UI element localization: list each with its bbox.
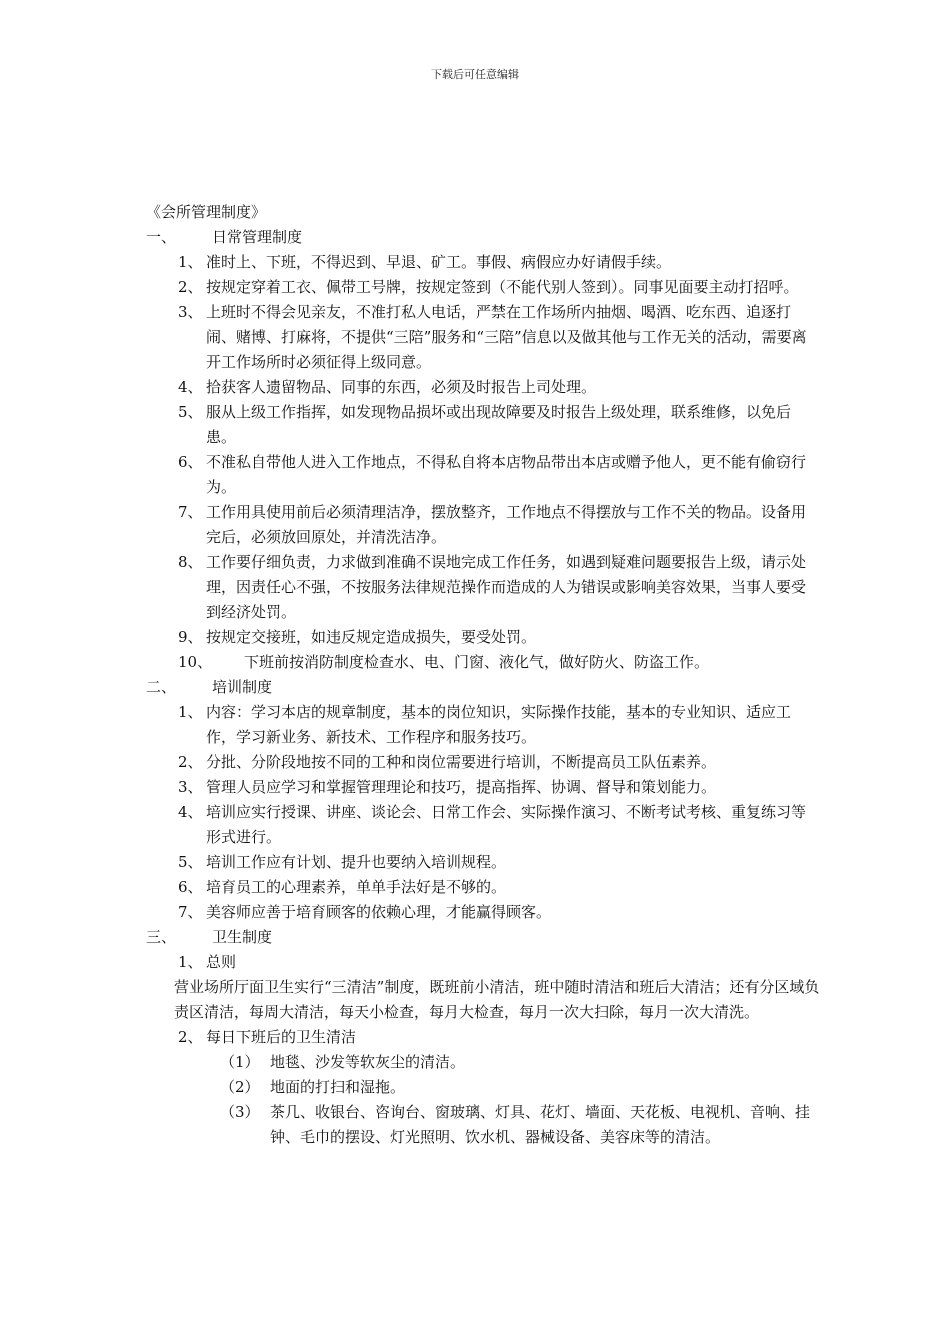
subheading-daily-cleaning — [0, 1025, 950, 1050]
list-item — [0, 300, 818, 375]
item-number: 6、 — [178, 878, 203, 896]
item-number: 4、 — [178, 378, 203, 396]
header-note: 下载后可任意编辑 — [431, 68, 519, 81]
item-text: 培训应实行授课、讲座、谈论会、日常工作会、实际操作演习、不断考试考核、重复练习等形式进行。 — [206, 803, 807, 846]
item-text: 培育员工的心理素养，单单手法好是不够的。 — [206, 878, 507, 896]
item-text: 上班时不得会见亲友，不准打私人电话，严禁在工作场所内抽烟、喝酒、吃东西、追逐打闹、赌博、打麻将，不提供“三陪”服务和“三陪”信息以及做其他与工作无关的活动，需要离开工作场所时必须征得上级同意。 — [206, 303, 807, 371]
item-number: 1、 — [178, 253, 203, 271]
list-item — [0, 375, 818, 400]
sub-item-number: （3） — [220, 1103, 260, 1121]
section-heading-hygiene — [0, 925, 950, 950]
item-number: 5、 — [178, 853, 203, 871]
item-text: 工作要仔细负责，力求做到准确不误地完成工作任务，如遇到疑难问题要报告上级，请示处理，因责任心不强，不按服务法律规范操作而造成的人为错误或影响美容效果，当事人要受到经济处罚。 — [206, 553, 807, 621]
sub-list-item — [0, 1075, 810, 1100]
item-number: 3、 — [178, 303, 203, 321]
item-text: 服从上级工作指挥，如发现物品损坏或出现故障要及时报告上级处理，联系维修，以免后患。 — [206, 403, 792, 446]
item-number: 10、 — [178, 653, 213, 671]
list-item — [0, 775, 818, 800]
item-text: 美容师应善于培育顾客的依赖心理，才能赢得顾客。 — [206, 903, 552, 921]
sub-list-item — [0, 1050, 810, 1075]
section-heading-daily — [0, 225, 950, 250]
sub-item-text: 地毯、沙发等软灰尘的清洁。 — [270, 1053, 466, 1071]
list-item — [0, 875, 818, 900]
item-number: 1、 — [178, 953, 203, 971]
list-item — [0, 850, 818, 875]
section-heading-training — [0, 675, 950, 700]
item-text: 管理人员应学习和掌握管理理论和技巧，提高指挥、协调、督导和策划能力。 — [206, 778, 717, 796]
item-number: 9、 — [178, 628, 203, 646]
item-text: 按规定交接班，如违反规定造成损失，要受处罚。 — [206, 628, 537, 646]
section-number: 一、 — [146, 228, 177, 246]
section-title: 培训制度 — [212, 678, 273, 696]
item-text: 下班前按消防制度检查水、电、门窗、液化气，做好防火、防盗工作。 — [244, 653, 710, 671]
list-item — [0, 750, 818, 775]
list-item — [0, 250, 818, 275]
item-number: 3、 — [178, 778, 203, 796]
section-number: 二、 — [146, 678, 177, 696]
section-title: 日常管理制度 — [212, 228, 303, 246]
item-number: 1、 — [178, 703, 203, 721]
section-title: 卫生制度 — [212, 928, 273, 946]
sub-list-item — [0, 1100, 810, 1150]
list-item — [0, 800, 818, 850]
item-text: 按规定穿着工衣、佩带工号牌，按规定签到（不能代别人签到）。同事见面要主动打招呼。 — [206, 278, 799, 296]
item-text: 内容：学习本店的规章制度，基本的岗位知识，实际操作技能，基本的专业知识、适应工作，学习新业务、新技术、工作程序和服务技巧。 — [206, 703, 792, 746]
list-item — [0, 625, 818, 650]
list-item — [0, 550, 818, 625]
list-item — [0, 500, 818, 550]
item-text: 分批、分阶段地按不同的工种和岗位需要进行培训，不断提高员工队伍素养。 — [206, 753, 717, 771]
item-number: 5、 — [178, 403, 203, 421]
item-number: 2、 — [178, 278, 203, 296]
sub-item-number: （2） — [220, 1078, 260, 1096]
sub-item-text: 茶几、收银台、咨询台、窗玻璃、灯具、花灯、墙面、天花板、电视机、音响、挂钟、毛巾的摆设、灯光照明、饮水机、器械设备、美容床等的清洁。 — [270, 1103, 811, 1146]
item-number: 7、 — [178, 903, 203, 921]
subheading-general — [0, 950, 950, 975]
list-item — [0, 400, 818, 450]
item-text: 不准私自带他人进入工作地点，不得私自将本店物品带出本店或赠予他人，更不能有偷窃行为。 — [206, 453, 807, 496]
section-number: 三、 — [146, 928, 177, 946]
item-number: 8、 — [178, 553, 203, 571]
document-body — [0, 200, 950, 1150]
list-item — [0, 650, 818, 675]
sub-item-text: 地面的打扫和湿拖。 — [270, 1078, 406, 1096]
item-number: 2、 — [178, 1028, 203, 1046]
item-text: 培训工作应有计划、提升也要纳入培训规程。 — [206, 853, 507, 871]
item-text: 每日下班后的卫生清洁 — [206, 1028, 357, 1046]
list-item — [0, 450, 818, 500]
paragraph: 营业场所厅面卫生实行“三清洁”制度，既班前小清洁，班中随时清洁和班后大清洁；还有分区域负责区清洁，每周大清洁，每天小检查，每月大检查，每月一次大扫除，每月一次大清洗。 — [174, 978, 820, 1021]
item-number: 4、 — [178, 803, 203, 821]
item-text: 准时上、下班，不得迟到、早退、矿工。事假、病假应办好请假手续。 — [206, 253, 672, 271]
sub-item-number: （1） — [220, 1053, 260, 1071]
list-item — [0, 900, 818, 925]
item-text: 拾获客人遗留物品、同事的东西，必须及时报告上司处理。 — [206, 378, 597, 396]
list-item — [0, 275, 818, 300]
item-number: 2、 — [178, 753, 203, 771]
item-text: 总则 — [206, 953, 237, 971]
item-number: 6、 — [178, 453, 203, 471]
document-title: 《会所管理制度》 — [146, 203, 267, 221]
item-number: 7、 — [178, 503, 203, 521]
item-text: 工作用具使用前后必须清理洁净，摆放整齐，工作地点不得摆放与工作不关的物品。设备用完后，必须放回原处，并清洗洁净。 — [206, 503, 807, 546]
list-item — [0, 700, 818, 750]
